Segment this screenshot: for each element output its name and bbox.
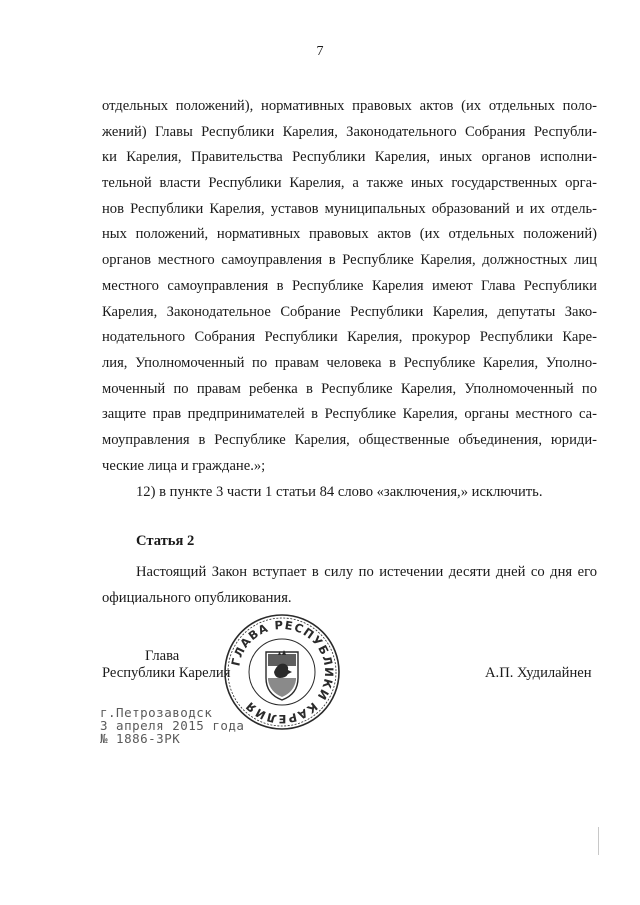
body-line: лия, Уполномоченный по правам человека в Республике Карелия, Уполно- [102, 354, 597, 371]
body-line: защите прав предпринимателей в Республике Карелия, органы местного са- [102, 406, 597, 423]
body-line-last: ческие лица и граждане.»; [102, 457, 266, 474]
page-number: 7 [316, 44, 324, 59]
body-line: отдельных положений), нормативных правовых актов (их отдельных поло- [102, 98, 597, 114]
body-line: местного самоуправления в Республике Карелия имеют Глава Республики [102, 277, 597, 294]
body-paragraph [102, 94, 597, 479]
signature-title-line1: Глава [145, 648, 180, 664]
registration-stamp [100, 706, 244, 745]
body-line: тельной власти Республики Карелия, а также иных государственных орга- [102, 175, 597, 192]
article-2-line-last: официального опубликования. [102, 589, 292, 606]
body-line: органов местного самоуправления в Республике Карелия, должностных лиц [102, 252, 597, 269]
body-line: нов Республики Карелия, уставов муниципальных образований и их отдель- [102, 200, 597, 217]
body-line: жений) Главы Республики Карелия, Законодательного Собрания Республи- [102, 123, 597, 140]
stamp-number: № 1886-ЗРК [100, 731, 181, 746]
body-line: нодательного Собрания Республики Карелия, прокурор Республики Каре- [102, 329, 597, 346]
coat-of-arms-icon [266, 650, 298, 700]
article-2-heading: Статья 2 [136, 533, 195, 549]
signature-title-line2: Республики Карелия [102, 665, 231, 681]
body-line: ки Карелия, Правительства Республики Карелия, иных органов исполни- [102, 149, 597, 166]
stamp-city: г.Петрозаводск [100, 705, 213, 720]
body-line: моуправления в Республике Карелия, общественные объединения, юриди- [102, 431, 597, 448]
article-2-text [102, 560, 597, 611]
amendment-item-12: 12) в пункте 3 части 1 статьи 84 слово «заключения,» исключить. [136, 484, 543, 500]
body-line: ных положений, нормативных правовых актов (их отдельных положений) [102, 226, 597, 243]
body-line: Карелия, Законодательное Собрание Республики Карелия, депутаты Зако- [102, 303, 597, 320]
scan-artifact [598, 827, 599, 855]
seal-text: ГЛАВА РЕСПУБЛИКИ КАРЕЛИЯ [228, 617, 337, 727]
stamp-date: 3 апреля 2015 года [100, 718, 245, 733]
signature-name: А.П. Худилайнен [485, 665, 592, 681]
body-line: моченный по правам ребенка в Республике Карелия, Уполномоченный по [102, 380, 597, 397]
article-2-line: Настоящий Закон вступает в силу по истечении десяти дней со дня его [136, 564, 597, 580]
